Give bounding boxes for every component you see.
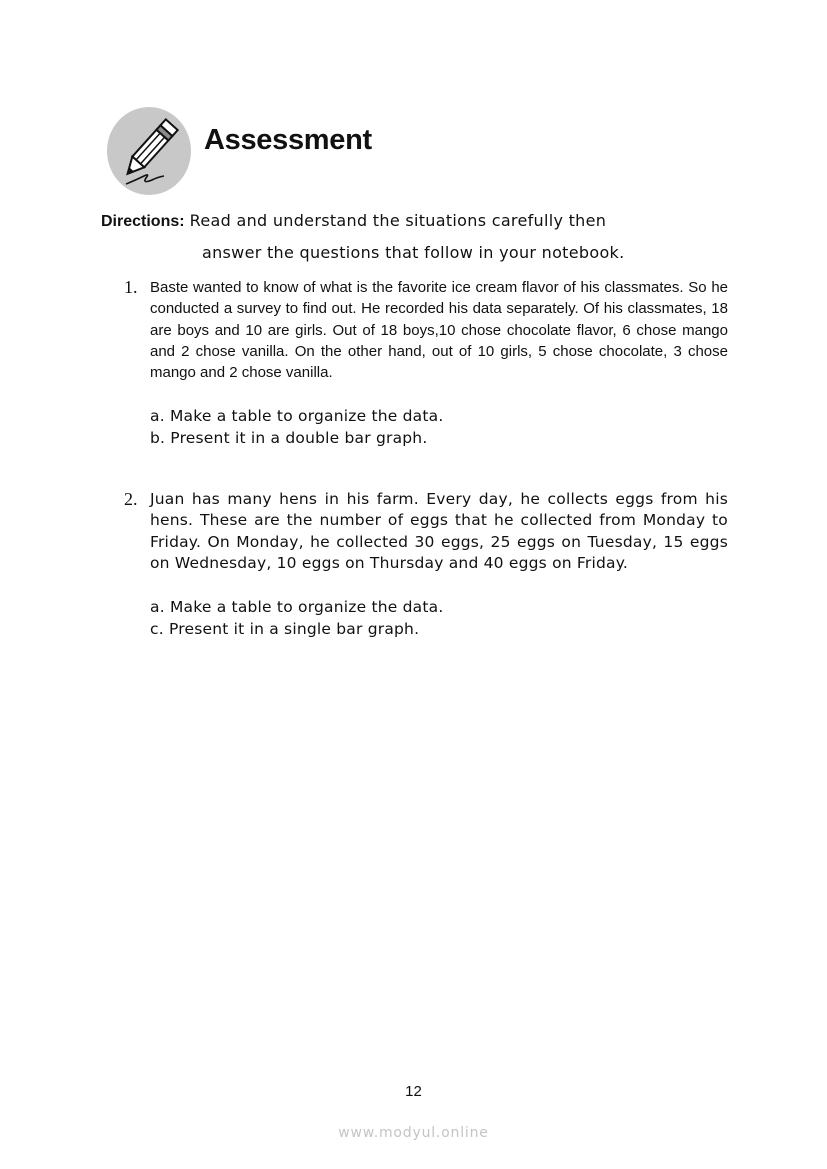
directions-line-2: answer the questions that follow in your notebook. <box>202 243 625 262</box>
task-list <box>150 405 728 449</box>
question-text: Baste wanted to know of what is the favorite ice cream flavor of his classmates. So he conducted a survey to find out. He recorded his data separately. Of his classmates, 18 are boys and 10 are girls. Out of 18 boys,10 chose chocolate flavor, 6 chose mango and 2 chose vanilla. On the other hand, out of 10 girls, 5 chose chocolate, 3 chose mango and 2 chose vanilla. <box>150 279 728 382</box>
question-number: 1. <box>124 277 138 297</box>
page-number: 12 <box>405 1083 422 1100</box>
directions-line-1: Read and understand the situations carefully then <box>189 211 607 230</box>
directions-label: Directions: <box>101 213 185 230</box>
question-2 <box>124 489 728 640</box>
question-1 <box>124 277 728 449</box>
task-item: a. Make a table to organize the data. <box>150 407 444 426</box>
watermark: www.modyul.online <box>338 1125 489 1141</box>
task-list <box>150 596 728 640</box>
question-text: Juan has many hens in his farm. Every day, he collects eggs from his hens. These are the number of eggs that he collected from Monday to Friday. On Monday, he collected 30 eggs, 25 eggs on Tuesday, 15 eggs on Wednesday, 10 eggs on Thursday and 40 eggs on Friday. <box>150 490 728 572</box>
page-title: Assessment <box>204 124 372 156</box>
pencil-icon <box>106 106 192 196</box>
task-item: b. Present it in a double bar graph. <box>150 429 428 448</box>
question-number: 2. <box>124 489 138 509</box>
task-item: a. Make a table to organize the data. <box>150 598 444 617</box>
directions <box>101 210 741 263</box>
task-item: c. Present it in a single bar graph. <box>150 620 420 639</box>
